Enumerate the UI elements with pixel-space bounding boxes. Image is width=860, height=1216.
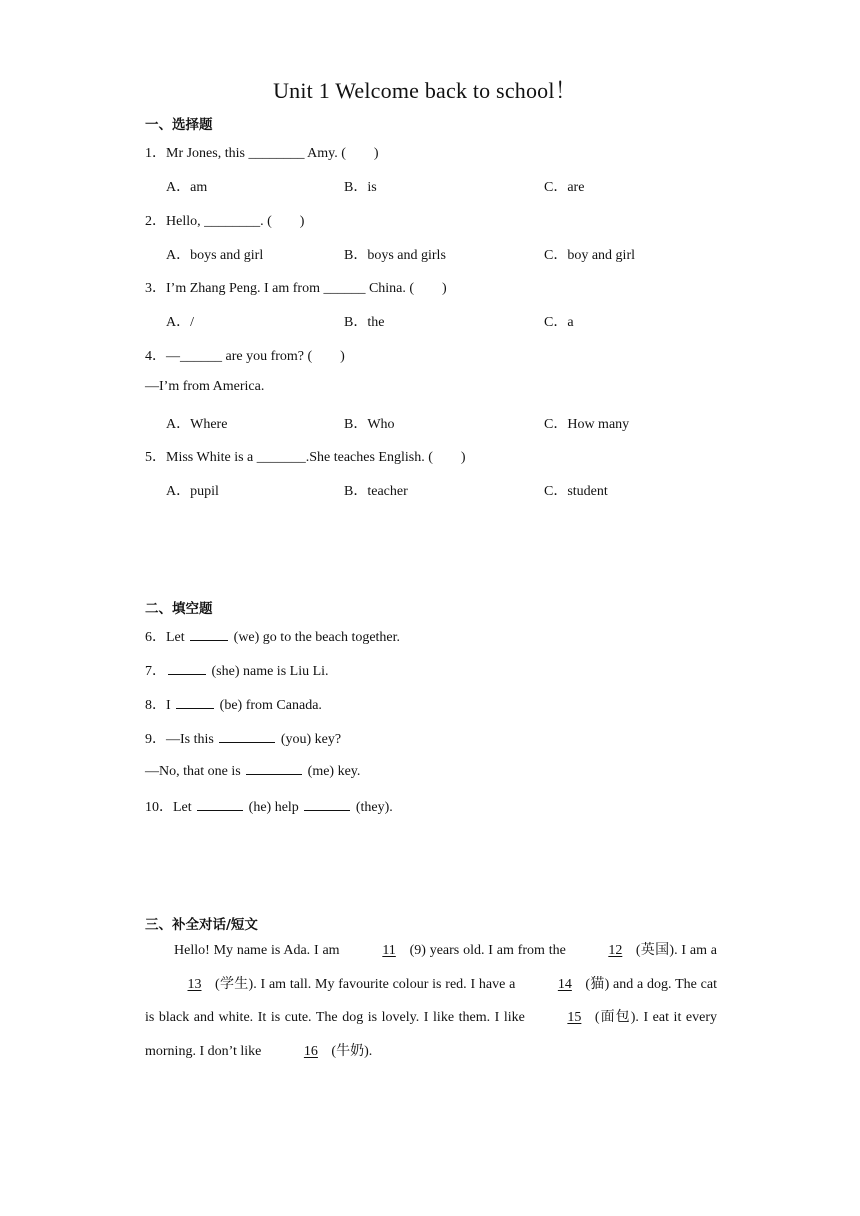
question-9-text-b: (you) key?: [280, 732, 342, 747]
question-6-text-b: (we) go to the beach together.: [233, 630, 401, 645]
section-heading-fill-in: 二、填空题: [145, 601, 213, 617]
blank-13[interactable]: 13: [187, 976, 202, 992]
question-9-text-d: (me) key.: [307, 764, 361, 779]
question-10-text-c: (they).: [355, 800, 393, 815]
question-7-blank[interactable]: [168, 662, 206, 675]
question-10-blank-1[interactable]: [197, 798, 243, 811]
passage-text-3: (英国). I am a: [635, 943, 718, 958]
question-6-blank[interactable]: [190, 628, 228, 641]
blank-11[interactable]: 11: [382, 943, 396, 958]
passage-text-4: (学生). I am tall. My favourite colour is red. I have a: [215, 976, 516, 992]
question-10: [145, 796, 393, 816]
question-9-text-c: —No, that one is: [145, 764, 241, 779]
passage-text-7: (牛奶).: [331, 1043, 373, 1059]
question-5-option-c: C．student: [544, 484, 608, 499]
question-4-answer-line: —I’m from America.: [145, 379, 265, 394]
question-1-option-a: A．am: [166, 180, 208, 195]
page-title: Unit 1 Welcome back to school！: [273, 78, 577, 103]
question-10-text-a: 10．Let: [145, 800, 192, 815]
question-10-blank-2[interactable]: [304, 798, 350, 811]
blank-14[interactable]: 14: [557, 976, 572, 992]
question-8-blank[interactable]: [176, 696, 214, 709]
question-6-text-a: 6．Let: [145, 630, 185, 645]
passage-text-6: (面包). I eat it every morning. I don’t like: [145, 1010, 717, 1059]
question-7-text-b: (she) name is Liu Li.: [211, 664, 329, 679]
question-4-option-c: C．How many: [544, 417, 630, 432]
passage-text-2: (9) years old. I am from the: [409, 943, 566, 958]
question-2-option-a: A．boys and girl: [166, 248, 264, 263]
blank-15[interactable]: 15: [567, 1010, 582, 1026]
question-4-option-a: A．Where: [166, 417, 228, 432]
question-7-text-a: 7．: [145, 664, 166, 679]
question-3-option-a: A．/: [166, 315, 194, 330]
section-heading-cloze: 三、补全对话/短文: [145, 917, 258, 933]
question-9-blank-1[interactable]: [219, 730, 275, 743]
question-6: [145, 626, 400, 646]
question-8-text-b: (be) from Canada.: [219, 698, 322, 713]
question-2-option-b: B．boys and girls: [344, 248, 446, 263]
passage-text-5: (猫) and a dog. The cat is black and white. It is cute. The dog is lovely. I like them. I like: [145, 976, 717, 1026]
question-8-text-a: 8．I: [145, 698, 171, 713]
question-7: [145, 660, 329, 680]
blank-16[interactable]: 16: [303, 1043, 318, 1059]
question-4-option-b: B．Who: [344, 417, 395, 432]
question-2-stem: 2．Hello, ________. ( ): [145, 214, 305, 229]
section-heading-multiple-choice: 一、选择题: [145, 117, 213, 133]
question-5-option-b: B．teacher: [344, 484, 408, 499]
question-5-option-a: A．pupil: [166, 484, 219, 499]
passage-text-1: Hello! My name is Ada. I am: [174, 943, 340, 958]
question-1-stem: 1．Mr Jones, this ________ Amy. ( ): [145, 146, 379, 161]
question-9-reply: [145, 762, 360, 780]
cloze-passage: [145, 934, 717, 1068]
question-5-stem: 5．Miss White is a _______.She teaches English. ( ): [145, 450, 466, 465]
question-1-option-c: C．are: [544, 180, 585, 195]
question-9-blank-2[interactable]: [246, 762, 302, 775]
question-3-option-b: B．the: [344, 315, 385, 330]
question-1-option-b: B．is: [344, 180, 377, 195]
question-9: [145, 728, 341, 748]
question-4-stem: 4．—______ are you from? ( ): [145, 349, 345, 364]
question-8: [145, 694, 322, 714]
question-9-text-a: 9．—Is this: [145, 732, 214, 747]
question-10-text-b: (he) help: [248, 800, 299, 815]
blank-12[interactable]: 12: [608, 943, 623, 958]
question-3-stem: 3．I’m Zhang Peng. I am from ______ China. ( ): [145, 281, 447, 296]
question-2-option-c: C．boy and girl: [544, 248, 635, 263]
question-3-option-c: C．a: [544, 315, 574, 330]
